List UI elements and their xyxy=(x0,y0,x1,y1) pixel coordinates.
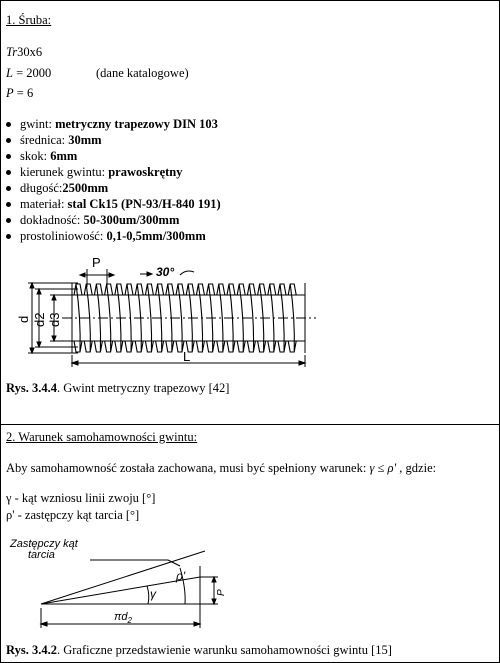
spec-l-note: (dane katalogowe) xyxy=(96,66,189,80)
figure2-caption xyxy=(6,643,392,658)
thread-label-p: P xyxy=(92,255,101,270)
section2-title: 2. Warunek samohamowności gwintu: xyxy=(6,430,198,444)
list-item: długość:2500mm xyxy=(5,180,221,196)
spec-p-symbol: P xyxy=(6,86,14,100)
figure1-caption-text: . Gwint metryczny trapezowy [42] xyxy=(56,381,230,395)
friction-angle-diagram xyxy=(0,530,240,630)
list-item: prostoliniowość: 0,1-0,5mm/300mm xyxy=(5,228,221,244)
bullet-icon xyxy=(6,202,11,207)
bullet-icon xyxy=(6,218,11,223)
friction-label-line2: tarcia xyxy=(28,549,55,561)
figure1-caption-number: Rys. 3.4.4 xyxy=(6,381,57,395)
bullet-icon xyxy=(6,122,11,127)
bullet-icon xyxy=(6,154,11,159)
thread-label-d: d xyxy=(16,315,31,323)
list-item: kierunek gwintu: prawoskrętny xyxy=(5,164,221,180)
list-item: dokładność: 50-300um/300mm xyxy=(5,212,221,228)
trapezoidal-thread-drawing xyxy=(0,255,500,375)
thread-label-d3: d3 xyxy=(47,312,62,327)
friction-label-line1: Zastępczy kąt xyxy=(10,538,78,550)
definition-gamma: γ - kąt wzniosu linii zwoju [°] xyxy=(6,491,156,505)
spec-bullet-list xyxy=(5,116,221,244)
list-item: średnica: 30mm xyxy=(5,132,221,148)
definition-rho: ρ' - zastępczy kąt tarcia [°] xyxy=(6,508,140,522)
diagram-rho-label: ρ' xyxy=(176,569,186,583)
figure1-caption xyxy=(6,381,229,396)
bullet-icon xyxy=(6,234,11,239)
list-item: skok: 6mm xyxy=(5,148,221,164)
figure2-caption-number: Rys. 3.4.2 xyxy=(6,643,57,657)
section-divider xyxy=(0,424,500,425)
spec-l-value: = 2000 xyxy=(12,66,52,80)
diagram-p-label: P xyxy=(216,589,227,596)
spec-p-value: = 6 xyxy=(13,86,34,100)
section1-title: 1. Śruba: xyxy=(6,13,52,27)
spec-p xyxy=(6,86,33,101)
thread-label-angle: 30° xyxy=(156,265,175,279)
spec-l xyxy=(6,66,51,81)
spec-l-symbol: L xyxy=(6,66,13,80)
spec-tr-value: 30x6 xyxy=(17,45,43,59)
bullet-icon xyxy=(6,186,11,191)
thread-label-l: L xyxy=(183,349,191,364)
diagram-gamma-label: γ xyxy=(150,587,156,601)
spec-tr xyxy=(6,45,42,60)
bullet-icon xyxy=(6,138,11,143)
condition-sentence: Aby samohamowność została zachowana, musi być spełniony warunek: γ ≤ ρ' , gdzie: xyxy=(6,461,437,475)
bullet-icon xyxy=(6,170,11,175)
condition-formula: γ ≤ ρ' xyxy=(369,461,397,475)
spec-tr-prefix: Tr xyxy=(6,45,18,59)
list-item: materiał: stal Ck15 (PN-93/H-840 191) xyxy=(5,196,221,212)
thread-label-d2: d2 xyxy=(32,312,47,327)
diagram-pid-label: $\pi d_2$ xyxy=(114,611,132,625)
list-item: gwint: metryczny trapezowy DIN 103 xyxy=(5,116,221,132)
figure2-caption-text: . Graficzne przedstawienie warunku samohamowności gwintu [15] xyxy=(56,643,392,657)
